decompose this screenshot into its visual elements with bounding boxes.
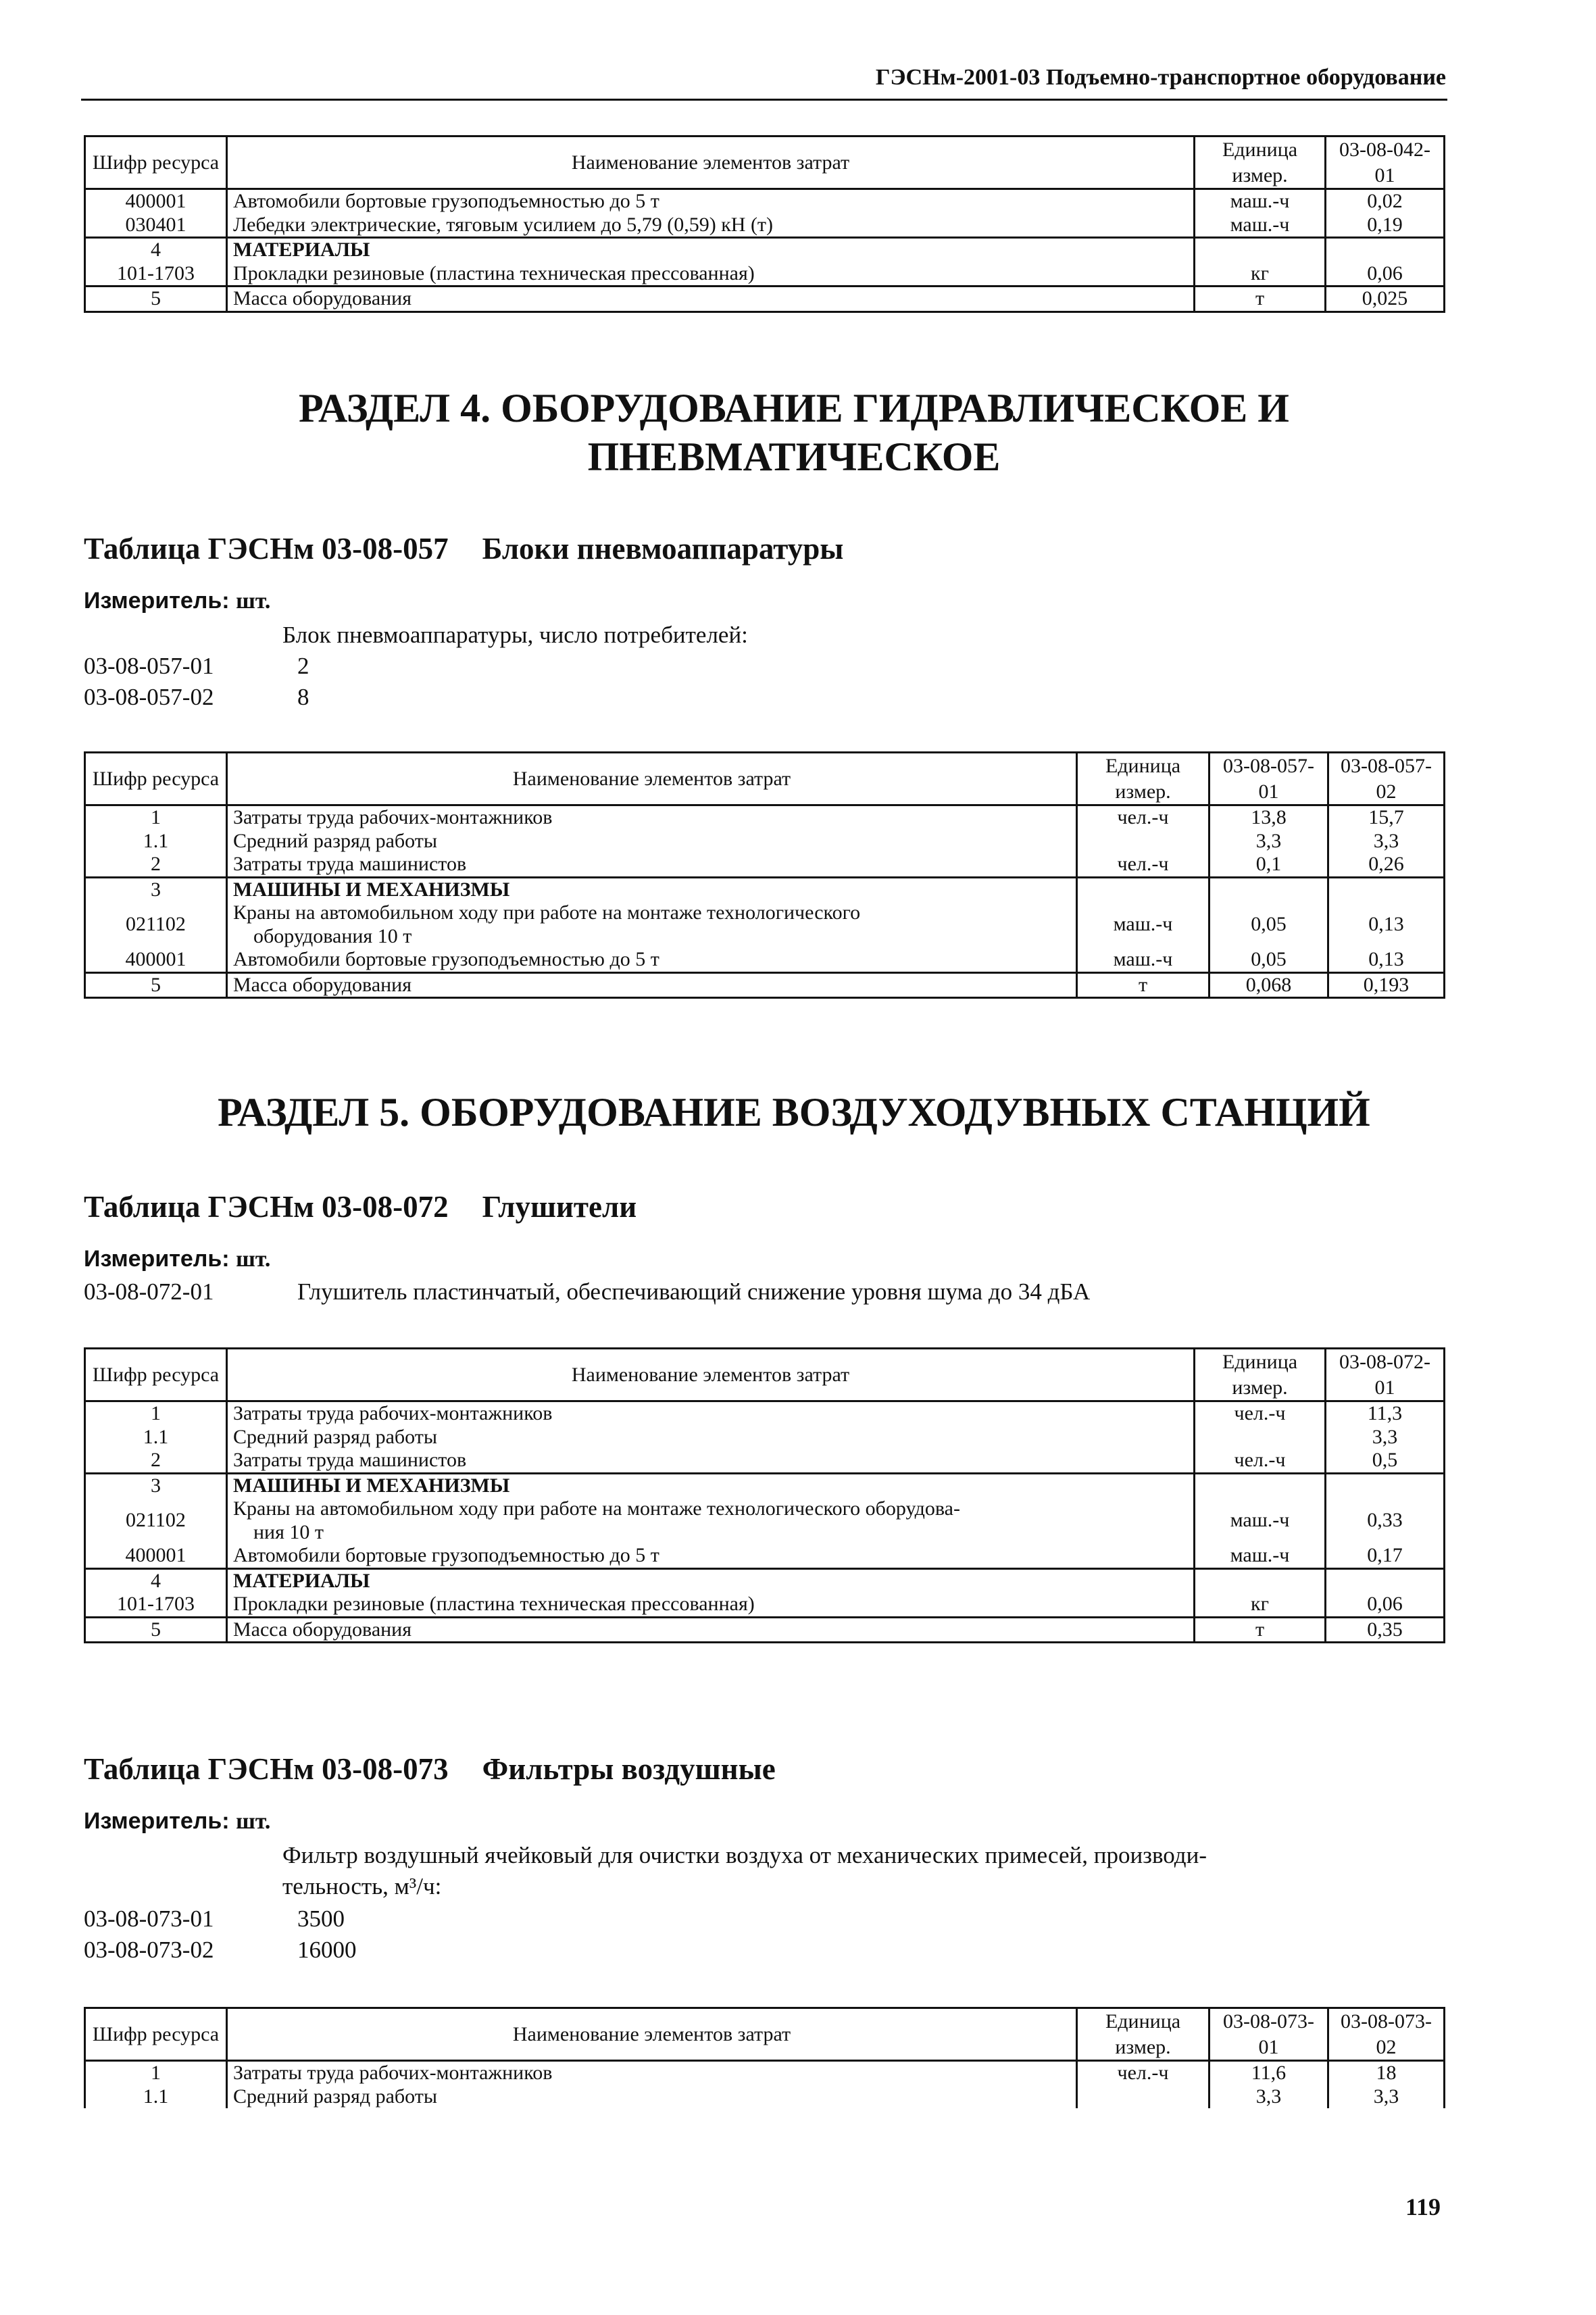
- row-value: [1326, 1473, 1445, 1497]
- row-code: 101-1703: [85, 262, 227, 287]
- table-073: [84, 2007, 1445, 2108]
- col-header-code: Шифр ресурса: [85, 1349, 227, 1401]
- col-header-073-01: 03-08-073-01: [1210, 2008, 1328, 2061]
- row-unit: [1195, 238, 1326, 262]
- row-code: 5: [85, 1617, 227, 1643]
- table-057-name: Блоки пневмоаппаратуры: [482, 532, 844, 566]
- row-value: 3,3: [1210, 2085, 1328, 2109]
- row-name: Затраты труда рабочих-монтажников: [227, 805, 1077, 830]
- row-unit: [1195, 1568, 1326, 1593]
- col-header-code: Шифр ресурса: [85, 753, 227, 805]
- row-value: 13,8: [1210, 805, 1328, 830]
- row-code: 3: [85, 1473, 227, 1497]
- section-4-title-line1: РАЗДЕЛ 4. ОБОРУДОВАНИЕ ГИДРАВЛИЧЕСКОЕ И: [299, 386, 1289, 430]
- row-value: 0,05: [1210, 948, 1328, 972]
- table-073-name: Фильтры воздушные: [482, 1752, 776, 1786]
- col-header-unit: Единица измер.: [1195, 1349, 1326, 1401]
- row-name: Средний разряд работы: [227, 830, 1077, 853]
- table-072: [84, 1347, 1445, 1643]
- row-name: МАШИНЫ И МЕХАНИЗМЫ: [227, 1473, 1195, 1497]
- page-number: 119: [1405, 2193, 1441, 2220]
- table-042-continued: [84, 135, 1445, 313]
- table-072-name: Глушители: [482, 1190, 637, 1224]
- col-header-unit: Единица измер.: [1195, 136, 1326, 189]
- row-value: 0,19: [1326, 214, 1445, 238]
- row-unit: [1077, 877, 1210, 901]
- row-name: МАШИНЫ И МЕХАНИЗМЫ: [227, 877, 1077, 901]
- table-header-row: [85, 136, 1445, 189]
- row-unit: чел.-ч: [1077, 805, 1210, 830]
- table-row: [85, 1401, 1445, 1426]
- row-value: 0,13: [1328, 948, 1445, 972]
- measure-unit: шт.: [236, 1809, 271, 1834]
- row-unit: маш.-ч: [1077, 948, 1210, 972]
- row-value: 0,13: [1328, 901, 1445, 948]
- row-code: 021102: [85, 901, 227, 948]
- code-value: 8: [297, 684, 309, 710]
- table-row: [85, 189, 1445, 214]
- col-header-name: Наименование элементов затрат: [227, 753, 1077, 805]
- table-row: [85, 901, 1445, 948]
- header-rule: [81, 99, 1447, 101]
- row-unit: т: [1195, 287, 1326, 312]
- measure-label: Измеритель:: [84, 1808, 230, 1834]
- table-header-row: [85, 753, 1445, 805]
- row-name: Средний разряд работы: [227, 1426, 1195, 1449]
- row-value: 0,35: [1326, 1617, 1445, 1643]
- table-057-title: [84, 531, 843, 566]
- row-code: 1: [85, 805, 227, 830]
- code-line: [84, 1937, 357, 1964]
- row-unit: кг: [1195, 262, 1326, 287]
- code-line: [84, 653, 309, 680]
- row-value: 3,3: [1210, 830, 1328, 853]
- col-header-code: Шифр ресурса: [85, 2008, 227, 2061]
- row-code: 2: [85, 853, 227, 877]
- row-name: Затраты труда машинистов: [227, 1449, 1195, 1473]
- row-name: МАТЕРИАЛЫ: [227, 238, 1195, 262]
- row-code: 1: [85, 1401, 227, 1426]
- table-row: [85, 1617, 1445, 1643]
- row-code: 030401: [85, 214, 227, 238]
- table-header-row: [85, 2008, 1445, 2061]
- table-row: [85, 877, 1445, 901]
- table-row: [85, 948, 1445, 972]
- col-header-name: Наименование элементов затрат: [227, 2008, 1077, 2061]
- row-value: 0,17: [1326, 1544, 1445, 1568]
- row-unit: [1195, 1426, 1326, 1449]
- row-name: Затраты труда рабочих-монтажников: [227, 2061, 1077, 2085]
- table-row: [85, 972, 1445, 998]
- table-row: [85, 2085, 1445, 2109]
- table-row: [85, 262, 1445, 287]
- row-unit: чел.-ч: [1077, 2061, 1210, 2085]
- row-code: 5: [85, 972, 227, 998]
- table-072-measure: [84, 1246, 270, 1272]
- row-value: 0,05: [1210, 901, 1328, 948]
- running-header: ГЭСНм-2001-03 Подъемно-транспортное оборудование: [875, 65, 1446, 90]
- row-unit: маш.-ч: [1077, 901, 1210, 948]
- col-header-unit: Единица измер.: [1077, 2008, 1210, 2061]
- code-value: 3500: [297, 1906, 345, 1932]
- table-057: [84, 751, 1445, 999]
- table-073-title: [84, 1751, 776, 1787]
- row-code: 400001: [85, 1544, 227, 1568]
- row-value: 0,193: [1328, 972, 1445, 998]
- row-unit: маш.-ч: [1195, 1497, 1326, 1544]
- table-073-label: Таблица ГЭСНм 03-08-073: [84, 1752, 449, 1786]
- table-row: [85, 1544, 1445, 1568]
- table-057-label: Таблица ГЭСНм 03-08-057: [84, 532, 449, 566]
- row-name-cont: оборудования 10 т: [253, 924, 412, 947]
- row-name: Затраты труда машинистов: [227, 853, 1077, 877]
- code: 03-08-057-01: [84, 653, 214, 679]
- row-unit: кг: [1195, 1593, 1326, 1617]
- row-name: Затраты труда рабочих-монтажников: [227, 1401, 1195, 1426]
- col-header-042-01: 03-08-042-01: [1326, 136, 1445, 189]
- row-value: 15,7: [1328, 805, 1445, 830]
- code-line: [84, 684, 309, 711]
- row-value: 0,1: [1210, 853, 1328, 877]
- row-unit: маш.-ч: [1195, 214, 1326, 238]
- measure-label: Измеритель:: [84, 1246, 230, 1272]
- col-header-code: Шифр ресурса: [85, 136, 227, 189]
- row-unit: маш.-ч: [1195, 1544, 1326, 1568]
- col-header-073-02: 03-08-073-02: [1328, 2008, 1445, 2061]
- row-value: 3,3: [1326, 1426, 1445, 1449]
- row-value: 11,3: [1326, 1401, 1445, 1426]
- row-name: Автомобили бортовые грузоподъемностью до 5 т: [227, 189, 1195, 214]
- row-code: 3: [85, 877, 227, 901]
- row-value: 11,6: [1210, 2061, 1328, 2085]
- table-row: [85, 238, 1445, 262]
- row-code: 1.1: [85, 830, 227, 853]
- row-code: 4: [85, 238, 227, 262]
- col-header-057-01: 03-08-057-01: [1210, 753, 1328, 805]
- table-row: [85, 1593, 1445, 1617]
- table-row: [85, 1497, 1445, 1544]
- row-code: 1.1: [85, 1426, 227, 1449]
- table-header-row: [85, 1349, 1445, 1401]
- col-header-name: Наименование элементов затрат: [227, 136, 1195, 189]
- table-row: [85, 853, 1445, 877]
- table-072-label: Таблица ГЭСНм 03-08-072: [84, 1190, 449, 1224]
- table-073-measure: [84, 1808, 270, 1835]
- table-057-description: Блок пневмоаппаратуры, число потребителей:: [282, 622, 748, 648]
- row-value: 0,06: [1326, 1593, 1445, 1617]
- row-name: Краны на автомобильном ходу при работе на монтаже технологического оборудова-: [233, 1497, 960, 1520]
- code-line: [84, 1906, 345, 1933]
- table-row: [85, 830, 1445, 853]
- row-unit: [1077, 2085, 1210, 2109]
- code: 03-08-057-02: [84, 684, 214, 710]
- measure-label: Измеритель:: [84, 588, 230, 614]
- table-row: [85, 214, 1445, 238]
- row-name-cont: ния 10 т: [253, 1520, 324, 1543]
- code: 03-08-072-01: [84, 1278, 214, 1305]
- row-name: Прокладки резиновые (пластина техническая прессованная): [227, 262, 1195, 287]
- row-unit: маш.-ч: [1195, 189, 1326, 214]
- section-4-title: [81, 384, 1507, 481]
- row-name: Прокладки резиновые (пластина техническая прессованная): [227, 1593, 1195, 1617]
- col-header-unit: Единица измер.: [1077, 753, 1210, 805]
- code-value: 16000: [297, 1937, 357, 1963]
- row-value: 3,3: [1328, 830, 1445, 853]
- table-073-description-line2: тельность, м³/ч:: [282, 1873, 442, 1899]
- row-unit: [1077, 830, 1210, 853]
- col-header-072-01: 03-08-072-01: [1326, 1349, 1445, 1401]
- row-name: Автомобили бортовые грузоподъемностью до 5 т: [227, 948, 1077, 972]
- row-name-cell: [227, 901, 1077, 948]
- code-line: [84, 1278, 1091, 1305]
- row-name-cell: [227, 1497, 1195, 1544]
- table-row: [85, 1568, 1445, 1593]
- table-row: [85, 1426, 1445, 1449]
- row-code: 101-1703: [85, 1593, 227, 1617]
- col-header-name: Наименование элементов затрат: [227, 1349, 1195, 1401]
- row-unit: чел.-ч: [1195, 1449, 1326, 1473]
- section-4-title-line2: ПНЕВМАТИЧЕСКОЕ: [587, 434, 1001, 479]
- row-value: 0,025: [1326, 287, 1445, 312]
- row-code: 1.1: [85, 2085, 227, 2109]
- table-057-measure: [84, 588, 270, 614]
- row-code: 400001: [85, 948, 227, 972]
- code-value: 2: [297, 653, 309, 679]
- row-code: 5: [85, 287, 227, 312]
- table-row: [85, 2061, 1445, 2085]
- row-value: [1326, 238, 1445, 262]
- row-value: 18: [1328, 2061, 1445, 2085]
- table-073-description-line1: Фильтр воздушный ячейковый для очистки воздуха от механических примесей, производи-: [282, 1842, 1207, 1868]
- row-value: 0,068: [1210, 972, 1328, 998]
- row-code: 2: [85, 1449, 227, 1473]
- table-row: [85, 1473, 1445, 1497]
- table-072-description: Глушитель пластинчатый, обеспечивающий снижение уровня шума до 34 дБА: [297, 1278, 1091, 1305]
- row-name: Масса оборудования: [227, 972, 1077, 998]
- measure-unit: шт.: [236, 1247, 271, 1272]
- row-name: Лебедки электрические, тяговым усилием до 5,79 (0,59) кН (т): [227, 214, 1195, 238]
- row-value: 3,3: [1328, 2085, 1445, 2109]
- row-name: Краны на автомобильном ходу при работе на монтаже технологического: [233, 901, 861, 924]
- table-072-title: [84, 1189, 637, 1224]
- row-name: Масса оборудования: [227, 287, 1195, 312]
- row-unit: т: [1195, 1617, 1326, 1643]
- table-row: [85, 1449, 1445, 1473]
- row-code: 400001: [85, 189, 227, 214]
- row-code: 4: [85, 1568, 227, 1593]
- col-header-057-02: 03-08-057-02: [1328, 753, 1445, 805]
- row-value: 0,33: [1326, 1497, 1445, 1544]
- row-unit: чел.-ч: [1077, 853, 1210, 877]
- row-unit: чел.-ч: [1195, 1401, 1326, 1426]
- row-value: 0,06: [1326, 262, 1445, 287]
- row-code: 021102: [85, 1497, 227, 1544]
- section-5-title: РАЗДЕЛ 5. ОБОРУДОВАНИЕ ВОЗДУХОДУВНЫХ СТАНЦИЙ: [218, 1090, 1370, 1135]
- table-row: [85, 805, 1445, 830]
- code: 03-08-073-02: [84, 1937, 214, 1963]
- row-value: [1326, 1568, 1445, 1593]
- row-code: 1: [85, 2061, 227, 2085]
- row-value: 0,02: [1326, 189, 1445, 214]
- row-value: [1210, 877, 1328, 901]
- row-name: МАТЕРИАЛЫ: [227, 1568, 1195, 1593]
- row-name: Средний разряд работы: [227, 2085, 1077, 2109]
- row-unit: т: [1077, 972, 1210, 998]
- code: 03-08-073-01: [84, 1906, 214, 1932]
- table-row: [85, 287, 1445, 312]
- row-value: 0,5: [1326, 1449, 1445, 1473]
- row-name: Масса оборудования: [227, 1617, 1195, 1643]
- row-unit: [1195, 1473, 1326, 1497]
- measure-unit: шт.: [236, 589, 271, 614]
- row-name: Автомобили бортовые грузоподъемностью до 5 т: [227, 1544, 1195, 1568]
- row-value: 0,26: [1328, 853, 1445, 877]
- row-value: [1328, 877, 1445, 901]
